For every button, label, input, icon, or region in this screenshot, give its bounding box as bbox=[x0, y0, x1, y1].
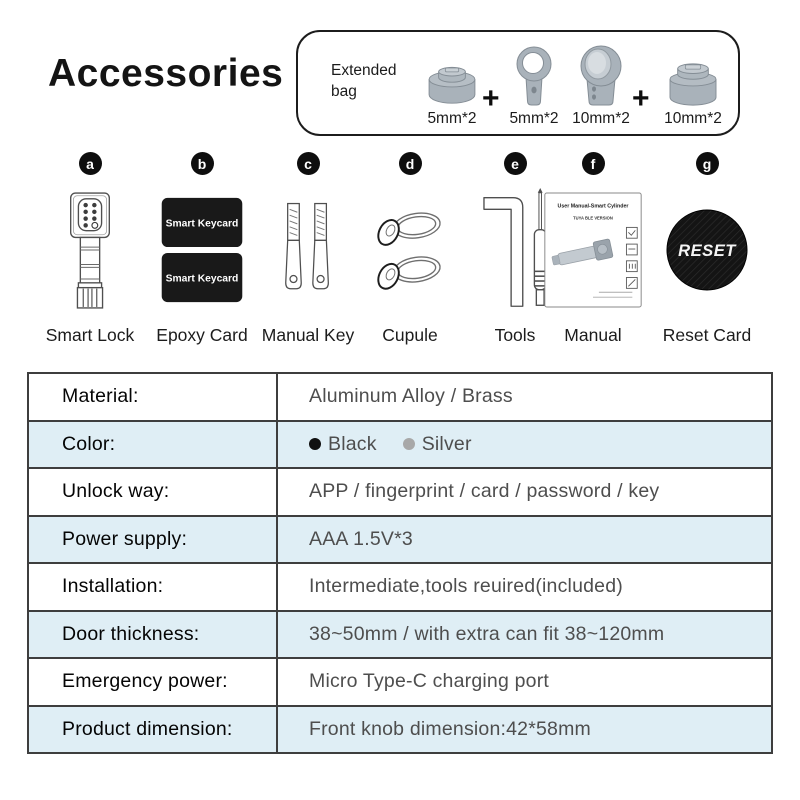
cupule-icon bbox=[372, 205, 448, 295]
smart-lock-icon bbox=[62, 188, 118, 312]
bag-item-cylinder bbox=[412, 42, 492, 128]
spec-table bbox=[27, 372, 773, 754]
accessory-epoxy-card bbox=[148, 152, 256, 346]
spec-value: 38~50mm / with extra can fit 38~120mm bbox=[309, 622, 665, 645]
spec-row-material bbox=[29, 374, 771, 420]
color-option-black bbox=[309, 433, 377, 456]
spec-value: Aluminum Alloy / Brass bbox=[309, 385, 513, 408]
bag-item-qty: 10mm*2 bbox=[572, 110, 630, 127]
svg-text:Smart Keycard: Smart Keycard bbox=[165, 273, 239, 285]
badge-a: a bbox=[79, 152, 102, 175]
spec-label: Power supply: bbox=[29, 517, 278, 563]
spec-row-emergency-power bbox=[29, 657, 771, 705]
cylinder-adapter-icon bbox=[420, 65, 484, 107]
tools-icon bbox=[479, 186, 551, 314]
spec-label: Unlock way: bbox=[29, 469, 278, 515]
manual-key-icon bbox=[278, 201, 338, 299]
accessory-reset-card bbox=[648, 152, 766, 346]
spec-label: Product dimension: bbox=[29, 707, 278, 753]
sleeve-adapter-icon bbox=[574, 45, 628, 107]
bag-item-qty: 5mm*2 bbox=[509, 110, 559, 127]
color-option-silver bbox=[403, 433, 472, 456]
spec-label: Emergency power: bbox=[29, 659, 278, 705]
reset-card-icon bbox=[666, 207, 748, 293]
color-name: Silver bbox=[421, 432, 472, 455]
badge-g: g bbox=[696, 152, 719, 175]
ring-adapter-icon bbox=[512, 45, 556, 107]
spec-value bbox=[278, 422, 771, 468]
spec-row-unlock-way bbox=[29, 467, 771, 515]
svg-text:TUYA BLE VERSION: TUYA BLE VERSION bbox=[573, 215, 613, 221]
accessory-label: Manual Key bbox=[261, 325, 355, 345]
accessory-manual-key bbox=[258, 152, 358, 346]
spec-label: Installation: bbox=[29, 564, 278, 610]
extended-bag-label: Extended bag bbox=[331, 62, 397, 100]
badge-d: d bbox=[399, 152, 422, 175]
spec-value: AAA 1.5V*3 bbox=[309, 527, 413, 550]
spec-row-product-dimension bbox=[29, 705, 771, 753]
badge-f: f bbox=[582, 152, 605, 175]
svg-text:RESET: RESET bbox=[678, 240, 736, 260]
accessory-label: Manual bbox=[564, 325, 622, 345]
spec-value: Micro Type-C charging port bbox=[309, 670, 550, 693]
page-title: Accessories bbox=[48, 52, 284, 95]
black-dot-icon bbox=[309, 438, 321, 450]
spec-row-power-supply bbox=[29, 515, 771, 563]
spec-label: Material: bbox=[29, 374, 278, 420]
extended-bag-panel bbox=[296, 30, 740, 136]
spec-row-installation bbox=[29, 562, 771, 610]
badge-c: c bbox=[297, 152, 320, 175]
epoxy-card-icon bbox=[160, 194, 244, 306]
spec-row-door-thickness bbox=[29, 610, 771, 658]
bag-item-sleeve bbox=[564, 42, 638, 128]
silver-dot-icon bbox=[403, 438, 415, 450]
bag-item-ring bbox=[504, 42, 564, 128]
spec-label: Door thickness: bbox=[29, 612, 278, 658]
accessory-label: Tools bbox=[494, 325, 536, 345]
accessory-manual bbox=[546, 152, 640, 346]
spec-value: Intermediate,tools reuired(included) bbox=[309, 575, 623, 598]
accessory-label: Cupule bbox=[382, 325, 438, 345]
badge-b: b bbox=[191, 152, 214, 175]
svg-text:Smart Keycard: Smart Keycard bbox=[165, 218, 239, 230]
spec-row-color bbox=[29, 420, 771, 468]
accessory-label: Smart Lock bbox=[45, 325, 135, 345]
spec-value: APP / fingerprint / card / password / key bbox=[309, 480, 660, 503]
badge-e: e bbox=[504, 152, 527, 175]
spec-value: Front knob dimension:42*58mm bbox=[309, 717, 591, 740]
accessory-label: Epoxy Card bbox=[156, 325, 248, 345]
spec-label: Color: bbox=[29, 422, 278, 468]
cap-adapter-icon bbox=[663, 61, 723, 107]
svg-text:User Manual-Smart Cylinder: User Manual-Smart Cylinder bbox=[557, 203, 629, 210]
accessory-cupule bbox=[360, 152, 460, 346]
bag-item-cap bbox=[652, 42, 734, 128]
bag-item-qty: 5mm*2 bbox=[427, 110, 477, 127]
color-name: Black bbox=[328, 432, 377, 455]
plus-icon: + bbox=[482, 82, 500, 115]
accessory-label: Reset Card bbox=[662, 325, 752, 345]
accessory-smart-lock bbox=[33, 152, 147, 346]
plus-icon: + bbox=[632, 82, 650, 115]
manual-icon bbox=[543, 192, 643, 308]
bag-item-qty: 10mm*2 bbox=[664, 110, 722, 127]
